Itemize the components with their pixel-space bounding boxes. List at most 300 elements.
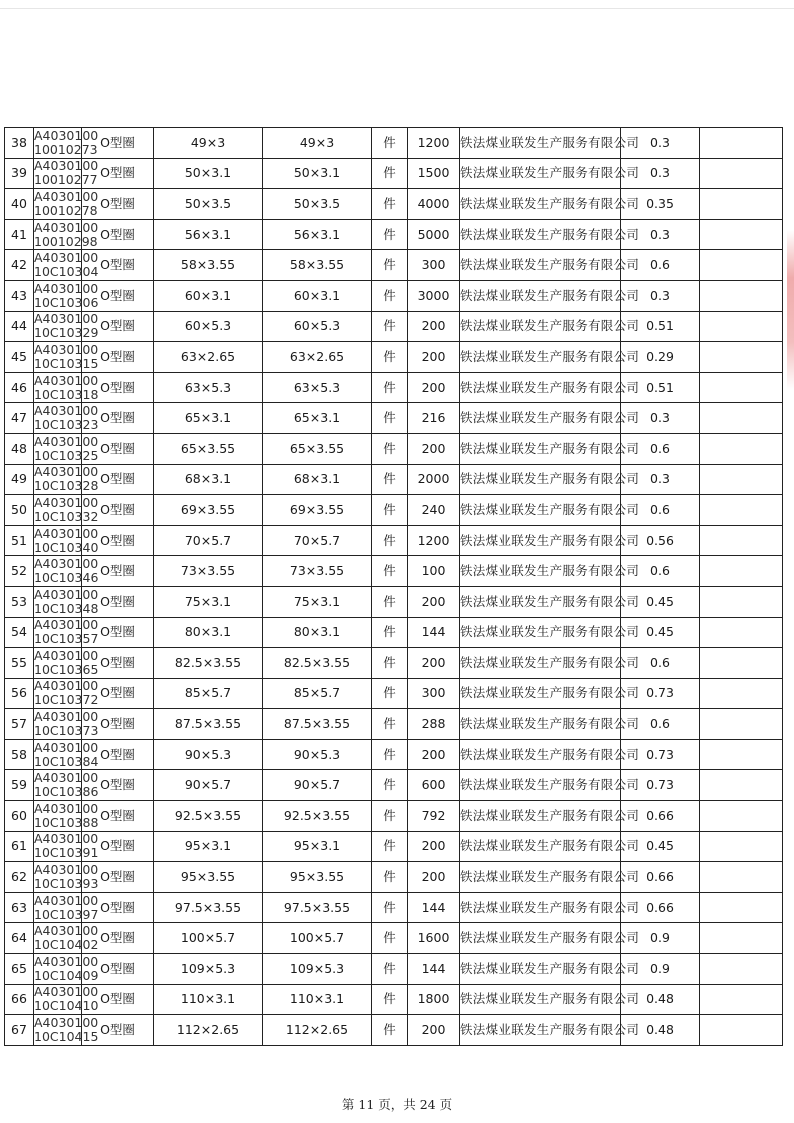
material-code-line-2: 10C10304 [34, 264, 99, 280]
unit-price-cell: 0.48 [621, 984, 700, 1015]
table-row [5, 372, 783, 403]
material-code-cell [34, 280, 99, 311]
table-row [5, 954, 783, 985]
material-name-cell: O型圈 [82, 862, 154, 893]
supplier-cell: 铁法煤业联发生产服务有限公司 [460, 954, 621, 985]
table-row [5, 250, 783, 281]
remarks-cell [700, 189, 783, 220]
specification-cell: 85×5.7 [154, 678, 263, 709]
unit-cell: 件 [372, 433, 408, 464]
row-number-cell: 64 [5, 923, 34, 954]
remarks-cell [700, 923, 783, 954]
supplier-cell: 铁法煤业联发生产服务有限公司 [460, 984, 621, 1015]
unit-price-cell: 0.6 [621, 433, 700, 464]
unit-cell: 件 [372, 464, 408, 495]
quantity-cell: 200 [408, 1015, 460, 1046]
table-row [5, 219, 783, 250]
table-row [5, 495, 783, 526]
remarks-cell [700, 280, 783, 311]
row-number-cell: 63 [5, 892, 34, 923]
unit-cell: 件 [372, 586, 408, 617]
specification-cell: 69×3.55 [154, 495, 263, 526]
row-number-cell: 48 [5, 433, 34, 464]
material-name-cell: O型圈 [82, 678, 154, 709]
material-name-cell: O型圈 [82, 219, 154, 250]
model-cell: 82.5×3.55 [263, 648, 372, 679]
material-name-cell: O型圈 [82, 525, 154, 556]
material-code-cell [34, 984, 99, 1015]
specification-cell: 65×3.55 [154, 433, 263, 464]
remarks-cell [700, 801, 783, 832]
specification-cell: 63×2.65 [154, 342, 263, 373]
row-number-cell: 67 [5, 1015, 34, 1046]
unit-price-cell: 0.45 [621, 617, 700, 648]
quantity-cell: 3000 [408, 280, 460, 311]
row-number-cell: 61 [5, 831, 34, 862]
material-code-line-1: A4030100 [34, 709, 99, 725]
material-name-cell: O型圈 [82, 954, 154, 985]
specification-cell: 87.5×3.55 [154, 709, 263, 740]
specification-cell: 68×3.1 [154, 464, 263, 495]
material-code-cell [34, 678, 99, 709]
unit-price-cell: 0.29 [621, 342, 700, 373]
unit-price-cell: 0.66 [621, 862, 700, 893]
material-name-cell: O型圈 [82, 801, 154, 832]
supplier-cell: 铁法煤业联发生产服务有限公司 [460, 403, 621, 434]
specification-cell: 56×3.1 [154, 219, 263, 250]
specification-cell: 100×5.7 [154, 923, 263, 954]
material-name-cell: O型圈 [82, 770, 154, 801]
row-number-cell: 62 [5, 862, 34, 893]
material-code-line-1: A4030100 [34, 739, 99, 755]
row-number-cell: 50 [5, 495, 34, 526]
table-row [5, 128, 783, 159]
material-code-cell [34, 709, 99, 740]
quantity-cell: 4000 [408, 189, 460, 220]
remarks-cell [700, 1015, 783, 1046]
model-cell: 92.5×3.55 [263, 801, 372, 832]
quantity-cell: 600 [408, 770, 460, 801]
unit-price-cell: 0.6 [621, 709, 700, 740]
specification-cell: 70×5.7 [154, 525, 263, 556]
material-name-cell: O型圈 [82, 464, 154, 495]
material-code-cell [34, 556, 99, 587]
row-number-cell: 52 [5, 556, 34, 587]
specification-cell: 60×5.3 [154, 311, 263, 342]
unit-cell: 件 [372, 678, 408, 709]
material-code-line-1: A4030100 [34, 923, 99, 939]
quantity-cell: 216 [408, 403, 460, 434]
material-code-line-2: 10C10365 [34, 661, 99, 677]
row-number-cell: 65 [5, 954, 34, 985]
remarks-cell [700, 311, 783, 342]
material-code-line-2: 10C10306 [34, 294, 99, 310]
table-row [5, 189, 783, 220]
remarks-cell [700, 954, 783, 985]
remarks-cell [700, 464, 783, 495]
supplier-cell: 铁法煤业联发生产服务有限公司 [460, 770, 621, 801]
material-name-cell: O型圈 [82, 923, 154, 954]
unit-price-cell: 0.9 [621, 954, 700, 985]
model-cell: 109×5.3 [263, 954, 372, 985]
material-code-line-2: 10C10323 [34, 417, 99, 433]
model-cell: 60×5.3 [263, 311, 372, 342]
supplier-cell: 铁法煤业联发生产服务有限公司 [460, 189, 621, 220]
remarks-cell [700, 586, 783, 617]
materials-table [4, 127, 783, 1046]
material-code-line-1: A4030100 [34, 556, 99, 572]
table-row [5, 770, 783, 801]
material-code-line-2: 10C10373 [34, 723, 99, 739]
material-code-cell [34, 617, 99, 648]
row-number-cell: 57 [5, 709, 34, 740]
remarks-cell [700, 984, 783, 1015]
remarks-cell [700, 128, 783, 159]
table-row [5, 280, 783, 311]
material-code-line-1: A4030100 [34, 647, 99, 663]
specification-cell: 73×3.55 [154, 556, 263, 587]
model-cell: 60×3.1 [263, 280, 372, 311]
material-code-line-1: A4030100 [34, 862, 99, 878]
quantity-cell: 1200 [408, 128, 460, 159]
table-row [5, 923, 783, 954]
seal-stamp-fragment [787, 230, 794, 390]
table-row [5, 403, 783, 434]
supplier-cell: 铁法煤业联发生产服务有限公司 [460, 342, 621, 373]
material-code-line-1: A4030100 [34, 127, 99, 143]
material-code-line-2: 10C10384 [34, 753, 99, 769]
model-cell: 69×3.55 [263, 495, 372, 526]
page-number: 第 11 页，共 24 页 [341, 1097, 453, 1112]
materials-table-body [5, 128, 783, 1046]
material-name-cell: O型圈 [82, 648, 154, 679]
unit-cell: 件 [372, 280, 408, 311]
model-cell: 97.5×3.55 [263, 892, 372, 923]
quantity-cell: 144 [408, 892, 460, 923]
specification-cell: 75×3.1 [154, 586, 263, 617]
remarks-cell [700, 495, 783, 526]
material-code-cell [34, 311, 99, 342]
remarks-cell [700, 556, 783, 587]
material-code-line-2: 10C10397 [34, 906, 99, 922]
material-code-line-1: A4030100 [34, 494, 99, 510]
material-name-cell: O型圈 [82, 158, 154, 189]
remarks-cell [700, 678, 783, 709]
row-number-cell: 49 [5, 464, 34, 495]
remarks-cell [700, 617, 783, 648]
material-code-cell [34, 403, 99, 434]
quantity-cell: 200 [408, 342, 460, 373]
unit-cell: 件 [372, 311, 408, 342]
supplier-cell: 铁法煤业联发生产服务有限公司 [460, 250, 621, 281]
row-number-cell: 40 [5, 189, 34, 220]
row-number-cell: 42 [5, 250, 34, 281]
material-name-cell: O型圈 [82, 617, 154, 648]
unit-cell: 件 [372, 158, 408, 189]
material-code-line-2: 10C10325 [34, 447, 99, 463]
unit-price-cell: 0.51 [621, 372, 700, 403]
quantity-cell: 240 [408, 495, 460, 526]
unit-cell: 件 [372, 739, 408, 770]
table-row [5, 739, 783, 770]
specification-cell: 80×3.1 [154, 617, 263, 648]
specification-cell: 110×3.1 [154, 984, 263, 1015]
unit-price-cell: 0.9 [621, 923, 700, 954]
quantity-cell: 200 [408, 586, 460, 617]
unit-price-cell: 0.3 [621, 219, 700, 250]
supplier-cell: 铁法煤业联发生产服务有限公司 [460, 709, 621, 740]
material-code-cell [34, 127, 99, 159]
quantity-cell: 288 [408, 709, 460, 740]
table-row [5, 158, 783, 189]
specification-cell: 95×3.1 [154, 831, 263, 862]
unit-price-cell: 0.3 [621, 280, 700, 311]
model-cell: 50×3.1 [263, 158, 372, 189]
row-number-cell: 45 [5, 342, 34, 373]
unit-price-cell: 0.3 [621, 403, 700, 434]
specification-cell: 63×5.3 [154, 372, 263, 403]
unit-cell: 件 [372, 923, 408, 954]
supplier-cell: 铁法煤业联发生产服务有限公司 [460, 433, 621, 464]
material-code-line-2: 10C10410 [34, 998, 99, 1014]
material-code-line-2: 10C10386 [34, 784, 99, 800]
unit-cell: 件 [372, 250, 408, 281]
table-row [5, 862, 783, 893]
material-code-line-1: A4030100 [34, 800, 99, 816]
material-name-cell: O型圈 [82, 709, 154, 740]
quantity-cell: 300 [408, 250, 460, 281]
remarks-cell [700, 525, 783, 556]
table-row [5, 464, 783, 495]
specification-cell: 58×3.55 [154, 250, 263, 281]
material-name-cell: O型圈 [82, 433, 154, 464]
specification-cell: 82.5×3.55 [154, 648, 263, 679]
supplier-cell: 铁法煤业联发生产服务有限公司 [460, 801, 621, 832]
material-code-cell [34, 1015, 99, 1046]
remarks-cell [700, 433, 783, 464]
material-name-cell: O型圈 [82, 280, 154, 311]
table-row [5, 556, 783, 587]
material-code-line-1: A4030100 [34, 403, 99, 419]
scan-edge-line [0, 8, 794, 9]
material-name-cell: O型圈 [82, 984, 154, 1015]
remarks-cell [700, 648, 783, 679]
supplier-cell: 铁法煤业联发生产服务有限公司 [460, 280, 621, 311]
material-code-cell [34, 494, 99, 526]
material-code-line-2: 10C10388 [34, 814, 99, 830]
unit-cell: 件 [372, 709, 408, 740]
unit-cell: 件 [372, 403, 408, 434]
table-row [5, 831, 783, 862]
material-name-cell: O型圈 [82, 342, 154, 373]
material-code-line-1: A4030100 [34, 250, 99, 266]
material-code-line-1: A4030100 [34, 464, 99, 480]
model-cell: 56×3.1 [263, 219, 372, 250]
material-code-line-2: 10010277 [34, 172, 98, 188]
quantity-cell: 200 [408, 739, 460, 770]
material-code-cell [34, 341, 99, 373]
material-code-line-1: A4030100 [34, 1015, 99, 1031]
unit-cell: 件 [372, 862, 408, 893]
material-code-line-1: A4030100 [34, 831, 99, 847]
material-code-cell [34, 525, 99, 556]
model-cell: 65×3.55 [263, 433, 372, 464]
quantity-cell: 792 [408, 801, 460, 832]
material-code-line-2: 10C10372 [34, 692, 99, 708]
supplier-cell: 铁法煤业联发生产服务有限公司 [460, 464, 621, 495]
material-code-line-2: 10C10348 [34, 600, 99, 616]
supplier-cell: 铁法煤业联发生产服务有限公司 [460, 1015, 621, 1046]
quantity-cell: 5000 [408, 219, 460, 250]
remarks-cell [700, 219, 783, 250]
model-cell: 85×5.7 [263, 678, 372, 709]
table-row [5, 892, 783, 923]
material-name-cell: O型圈 [82, 892, 154, 923]
unit-cell: 件 [372, 556, 408, 587]
row-number-cell: 46 [5, 372, 34, 403]
unit-price-cell: 0.6 [621, 495, 700, 526]
table-row [5, 311, 783, 342]
specification-cell: 65×3.1 [154, 403, 263, 434]
table-row [5, 433, 783, 464]
material-code-line-2: 10C10391 [34, 845, 99, 861]
material-code-line-1: A4030100 [34, 770, 99, 786]
remarks-cell [700, 709, 783, 740]
remarks-cell [700, 158, 783, 189]
supplier-cell: 铁法煤业联发生产服务有限公司 [460, 495, 621, 526]
supplier-cell: 铁法煤业联发生产服务有限公司 [460, 739, 621, 770]
unit-cell: 件 [372, 617, 408, 648]
unit-cell: 件 [372, 648, 408, 679]
unit-cell: 件 [372, 128, 408, 159]
material-name-cell: O型圈 [82, 556, 154, 587]
supplier-cell: 铁法煤业联发生产服务有限公司 [460, 648, 621, 679]
material-code-line-1: A4030100 [34, 433, 99, 449]
row-number-cell: 56 [5, 678, 34, 709]
row-number-cell: 58 [5, 739, 34, 770]
table-row [5, 617, 783, 648]
model-cell: 110×3.1 [263, 984, 372, 1015]
quantity-cell: 144 [408, 617, 460, 648]
material-code-cell [34, 923, 99, 954]
unit-price-cell: 0.45 [621, 831, 700, 862]
unit-price-cell: 0.66 [621, 892, 700, 923]
supplier-cell: 铁法煤业联发生产服务有限公司 [460, 586, 621, 617]
unit-price-cell: 0.51 [621, 311, 700, 342]
supplier-cell: 铁法煤业联发生产服务有限公司 [460, 311, 621, 342]
row-number-cell: 39 [5, 158, 34, 189]
model-cell: 50×3.5 [263, 189, 372, 220]
material-code-line-2: 10010298 [34, 233, 98, 249]
material-code-line-1: A4030100 [34, 678, 99, 694]
remarks-cell [700, 342, 783, 373]
unit-cell: 件 [372, 892, 408, 923]
material-code-line-1: A4030100 [34, 158, 99, 174]
table-row [5, 525, 783, 556]
material-code-line-1: A4030100 [34, 372, 99, 388]
unit-price-cell: 0.48 [621, 1015, 700, 1046]
material-code-cell [34, 250, 99, 281]
model-cell: 80×3.1 [263, 617, 372, 648]
model-cell: 90×5.7 [263, 770, 372, 801]
specification-cell: 50×3.1 [154, 158, 263, 189]
material-name-cell: O型圈 [82, 189, 154, 220]
quantity-cell: 1500 [408, 158, 460, 189]
table-row [5, 801, 783, 832]
material-name-cell: O型圈 [82, 586, 154, 617]
material-code-cell [34, 464, 99, 495]
quantity-cell: 100 [408, 556, 460, 587]
material-code-cell [34, 862, 99, 893]
unit-price-cell: 0.73 [621, 678, 700, 709]
remarks-cell [700, 403, 783, 434]
unit-cell: 件 [372, 495, 408, 526]
material-name-cell: O型圈 [82, 739, 154, 770]
model-cell: 65×3.1 [263, 403, 372, 434]
unit-price-cell: 0.6 [621, 556, 700, 587]
supplier-cell: 铁法煤业联发生产服务有限公司 [460, 617, 621, 648]
specification-cell: 49×3 [154, 128, 263, 159]
unit-cell: 件 [372, 801, 408, 832]
model-cell: 70×5.7 [263, 525, 372, 556]
material-code-line-2: 10010278 [34, 202, 98, 218]
quantity-cell: 1200 [408, 525, 460, 556]
remarks-cell [700, 770, 783, 801]
quantity-cell: 200 [408, 862, 460, 893]
table-row [5, 984, 783, 1015]
row-number-cell: 54 [5, 617, 34, 648]
remarks-cell [700, 372, 783, 403]
unit-cell: 件 [372, 984, 408, 1015]
material-code-line-2: 10C10318 [34, 386, 99, 402]
unit-price-cell: 0.3 [621, 464, 700, 495]
material-code-line-1: A4030100 [34, 280, 99, 296]
supplier-cell: 铁法煤业联发生产服务有限公司 [460, 372, 621, 403]
row-number-cell: 59 [5, 770, 34, 801]
model-cell: 68×3.1 [263, 464, 372, 495]
model-cell: 112×2.65 [263, 1015, 372, 1046]
supplier-cell: 铁法煤业联发生产服务有限公司 [460, 556, 621, 587]
material-code-line-2: 10C10393 [34, 876, 99, 892]
unit-price-cell: 0.45 [621, 586, 700, 617]
model-cell: 90×5.3 [263, 739, 372, 770]
material-name-cell: O型圈 [82, 128, 154, 159]
table-row [5, 709, 783, 740]
supplier-cell: 铁法煤业联发生产服务有限公司 [460, 678, 621, 709]
material-name-cell: O型圈 [82, 831, 154, 862]
material-code-cell [34, 892, 99, 923]
material-code-cell [34, 219, 99, 250]
material-code-line-2: 10C10409 [34, 967, 99, 983]
supplier-cell: 铁法煤业联发生产服务有限公司 [460, 831, 621, 862]
unit-cell: 件 [372, 954, 408, 985]
material-code-line-2: 10010273 [34, 141, 98, 157]
material-code-cell [34, 800, 99, 832]
model-cell: 100×5.7 [263, 923, 372, 954]
unit-price-cell: 0.66 [621, 801, 700, 832]
material-code-cell [34, 372, 99, 403]
material-code-line-1: A4030100 [34, 188, 99, 204]
remarks-cell [700, 862, 783, 893]
material-name-cell: O型圈 [82, 250, 154, 281]
specification-cell: 90×5.3 [154, 739, 263, 770]
material-code-cell [34, 433, 99, 464]
row-number-cell: 55 [5, 648, 34, 679]
unit-cell: 件 [372, 1015, 408, 1046]
material-code-cell [34, 739, 99, 770]
quantity-cell: 1600 [408, 923, 460, 954]
row-number-cell: 47 [5, 403, 34, 434]
